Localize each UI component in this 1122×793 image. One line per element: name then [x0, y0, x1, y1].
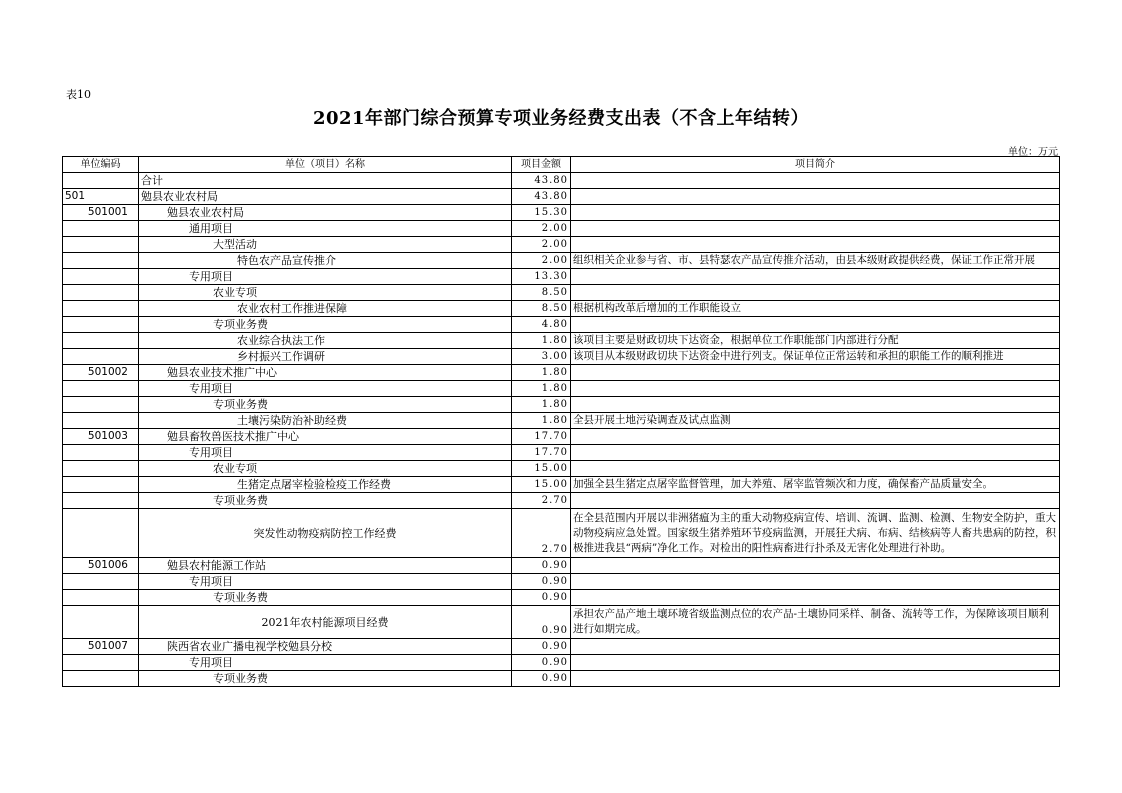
row-desc: [571, 317, 1060, 333]
row-amount: 1.80: [512, 397, 571, 413]
table-row: [63, 606, 1060, 639]
row-desc: [571, 461, 1060, 477]
row-code: [63, 221, 139, 237]
row-desc: 组织相关企业参与省、市、县特瑟农产品宣传推介活动，由县本级财政提供经费，保证工作正常开展: [571, 253, 1060, 269]
table-row: [63, 574, 1060, 590]
row-name: 勉县畜牧兽医技术推广中心: [139, 429, 512, 445]
table-row: [63, 493, 1060, 509]
table-number-label: 表10: [66, 88, 91, 101]
row-desc: 该项目主要是财政切块下达资金，根据单位工作职能部门内部进行分配: [571, 333, 1060, 349]
row-name: 陕西省农业广播电视学校勉县分校: [139, 639, 512, 655]
table-row: [63, 205, 1060, 221]
row-amount: 17.70: [512, 429, 571, 445]
row-amount: 4.80: [512, 317, 571, 333]
row-code: [63, 606, 139, 639]
row-code: [63, 655, 139, 671]
row-code: [63, 397, 139, 413]
row-amount: 2.70: [512, 493, 571, 509]
row-amount: 0.90: [512, 655, 571, 671]
row-code: [63, 509, 139, 558]
row-code: [63, 333, 139, 349]
row-desc: [571, 285, 1060, 301]
row-code: [63, 590, 139, 606]
row-code: [63, 349, 139, 365]
row-name: 土壤污染防治补助经费: [139, 413, 512, 429]
row-amount: 1.80: [512, 381, 571, 397]
row-code: [63, 461, 139, 477]
row-desc: [571, 205, 1060, 221]
row-name: 专项业务费: [139, 317, 512, 333]
table-row: [63, 189, 1060, 205]
row-amount: 15.00: [512, 477, 571, 493]
row-name: 大型活动: [139, 237, 512, 253]
header-desc: 项目简介: [571, 157, 1060, 173]
row-desc: [571, 381, 1060, 397]
row-code: [63, 381, 139, 397]
header-name: 单位（项目）名称: [139, 157, 512, 173]
table-row: [63, 590, 1060, 606]
row-name: 专用项目: [139, 269, 512, 285]
table-row: [63, 655, 1060, 671]
table-header-row: [63, 157, 1060, 173]
row-name: 专用项目: [139, 655, 512, 671]
row-code: [63, 237, 139, 253]
row-code: 501002: [63, 365, 139, 381]
table-row: [63, 413, 1060, 429]
table-row: [63, 173, 1060, 189]
row-code: [63, 269, 139, 285]
row-name: 合计: [139, 173, 512, 189]
row-code: [63, 493, 139, 509]
row-desc: [571, 397, 1060, 413]
row-code: [63, 445, 139, 461]
table-row: [63, 269, 1060, 285]
row-name: 农业专项: [139, 461, 512, 477]
header-code: 单位编码: [63, 157, 139, 173]
row-amount: 1.80: [512, 333, 571, 349]
row-amount: 8.50: [512, 285, 571, 301]
row-code: [63, 301, 139, 317]
row-code: 501006: [63, 558, 139, 574]
row-name: 专项业务费: [139, 493, 512, 509]
row-amount: 15.00: [512, 461, 571, 477]
row-amount: 17.70: [512, 445, 571, 461]
row-desc: [571, 189, 1060, 205]
row-name: 农业综合执法工作: [139, 333, 512, 349]
row-desc: [571, 269, 1060, 285]
row-code: [63, 253, 139, 269]
table-row: [63, 301, 1060, 317]
row-name: 专用项目: [139, 381, 512, 397]
row-code: 501001: [63, 205, 139, 221]
row-name: 特色农产品宣传推介: [139, 253, 512, 269]
row-name: 专项业务费: [139, 590, 512, 606]
row-name: 专项业务费: [139, 397, 512, 413]
row-code: [63, 317, 139, 333]
row-amount: 8.50: [512, 301, 571, 317]
table-row: [63, 477, 1060, 493]
row-amount: 0.90: [512, 590, 571, 606]
table-row: [63, 461, 1060, 477]
row-amount: 2.00: [512, 237, 571, 253]
row-amount: 0.90: [512, 671, 571, 687]
row-desc: [571, 445, 1060, 461]
row-name: 勉县农业农村局: [139, 205, 512, 221]
row-amount: 15.30: [512, 205, 571, 221]
table-row: [63, 671, 1060, 687]
row-name: 生猪定点屠宰检验检疫工作经费: [139, 477, 512, 493]
table-row: [63, 381, 1060, 397]
row-code: 501: [63, 189, 139, 205]
row-amount: 2.00: [512, 221, 571, 237]
row-desc: [571, 173, 1060, 189]
row-amount: 3.00: [512, 349, 571, 365]
table-row: [63, 445, 1060, 461]
table-row: [63, 558, 1060, 574]
row-desc: [571, 671, 1060, 687]
table-row: [63, 349, 1060, 365]
row-desc: 全县开展土地污染调查及试点监测: [571, 413, 1060, 429]
row-desc: 加强全县生猪定点屠宰监督管理，加大养殖、屠宰监管频次和力度，确保畜产品质量安全。: [571, 477, 1060, 493]
row-name: 专用项目: [139, 574, 512, 590]
table-row: [63, 429, 1060, 445]
row-amount: 1.80: [512, 365, 571, 381]
row-desc: [571, 429, 1060, 445]
row-desc: [571, 558, 1060, 574]
row-desc: [571, 574, 1060, 590]
row-code: [63, 477, 139, 493]
row-amount: 0.90: [512, 558, 571, 574]
page-title: 2021年部门综合预算专项业务经费支出表（不含上年结转）: [312, 108, 810, 129]
row-desc: [571, 221, 1060, 237]
row-desc: 该项目从本级财政切块下达资金中进行列支。保证单位正常运转和承担的职能工作的顺利推进: [571, 349, 1060, 365]
row-name: 勉县农村能源工作站: [139, 558, 512, 574]
row-name: 专用项目: [139, 445, 512, 461]
row-name: 农业农村工作推进保障: [139, 301, 512, 317]
row-amount: 1.80: [512, 413, 571, 429]
row-amount: 13.30: [512, 269, 571, 285]
table-row: [63, 639, 1060, 655]
row-desc: [571, 237, 1060, 253]
row-desc: [571, 365, 1060, 381]
header-amount: 项目金额: [512, 157, 571, 173]
unit-label: 单位：万元: [1008, 147, 1058, 158]
row-desc: [571, 639, 1060, 655]
row-amount: 43.80: [512, 173, 571, 189]
row-code: [63, 574, 139, 590]
row-amount: 43.80: [512, 189, 571, 205]
table-row: [63, 285, 1060, 301]
row-name: 专项业务费: [139, 671, 512, 687]
row-name: 乡村振兴工作调研: [139, 349, 512, 365]
table-row: [63, 253, 1060, 269]
row-amount: 2.70: [512, 509, 571, 558]
row-code: [63, 413, 139, 429]
row-desc: 在全县范围内开展以非洲猪瘟为主的重大动物疫病宣传、培训、流调、监测、检测、生物安全防护，重大动物疫病应急处置。国家级生猪养殖环节疫病监测，开展狂犬病、布病、结核病等人畜共患病的防控，积极推进我县“两病”净化工作。对检出的阳性病畜进行扑杀及无害化处理进行补助。: [571, 509, 1060, 558]
row-code: [63, 671, 139, 687]
row-code: 501007: [63, 639, 139, 655]
table-row: [63, 397, 1060, 413]
row-name: 勉县农业技术推广中心: [139, 365, 512, 381]
row-name: 通用项目: [139, 221, 512, 237]
row-amount: 2.00: [512, 253, 571, 269]
row-code: [63, 285, 139, 301]
table-row: [63, 221, 1060, 237]
row-desc: [571, 493, 1060, 509]
table-row: [63, 365, 1060, 381]
row-code: 501003: [63, 429, 139, 445]
row-amount: 0.90: [512, 574, 571, 590]
table-row: [63, 333, 1060, 349]
row-name: 2021年农村能源项目经费: [139, 606, 512, 639]
row-code: [63, 173, 139, 189]
row-amount: 0.90: [512, 606, 571, 639]
row-desc: 承担农产品产地土壤环境省级监测点位的农产品-土壤协同采样、制备、流转等工作，为保障该项目顺利进行如期完成。: [571, 606, 1060, 639]
row-desc: [571, 590, 1060, 606]
row-desc: [571, 655, 1060, 671]
row-name: 农业专项: [139, 285, 512, 301]
row-desc: 根据机构改革后增加的工作职能设立: [571, 301, 1060, 317]
table-row: [63, 317, 1060, 333]
table-row: [63, 237, 1060, 253]
budget-table: [62, 156, 1060, 687]
row-name: 勉县农业农村局: [139, 189, 512, 205]
table-row: [63, 509, 1060, 558]
row-amount: 0.90: [512, 639, 571, 655]
row-name: 突发性动物疫病防控工作经费: [139, 509, 512, 558]
